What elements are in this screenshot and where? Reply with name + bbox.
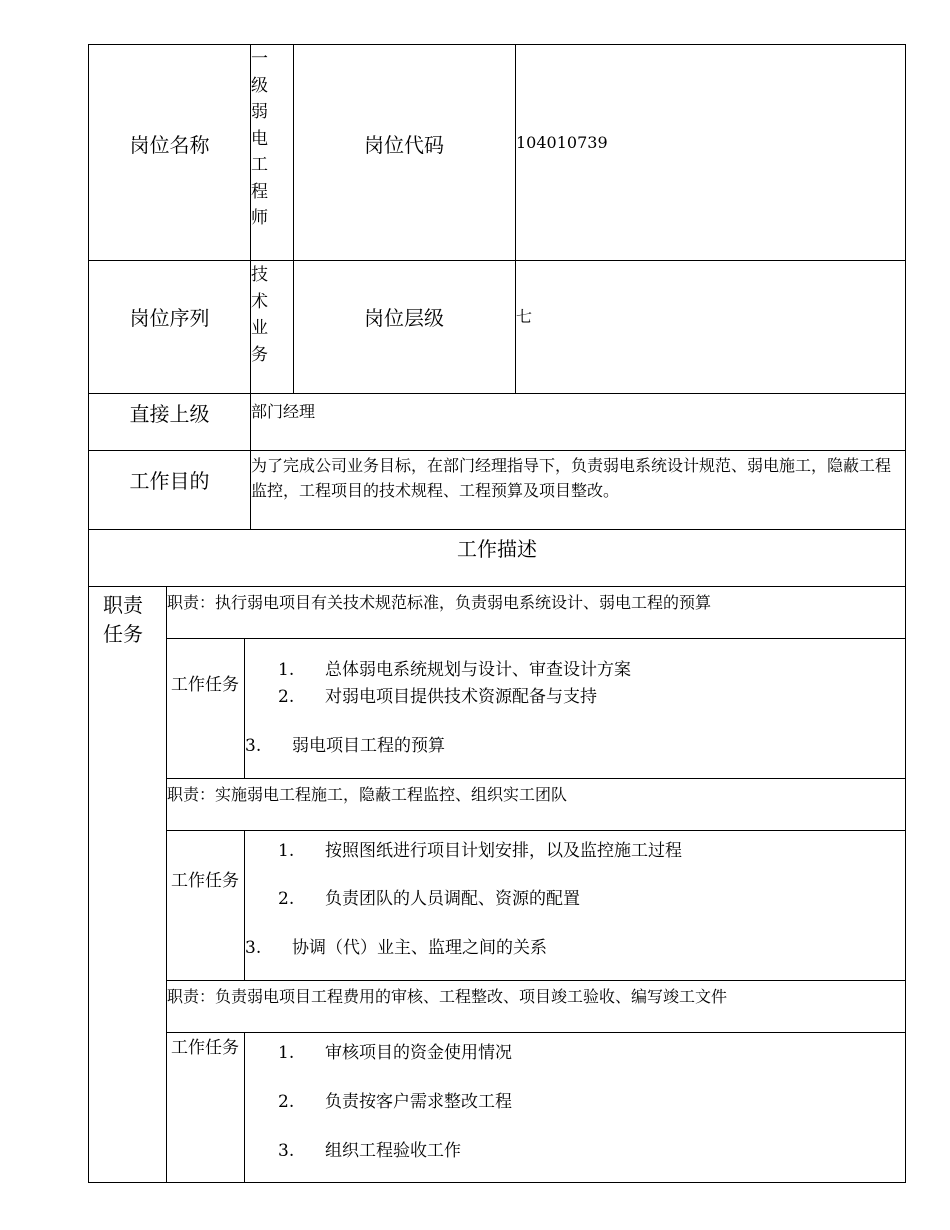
task-item	[278, 682, 597, 707]
task-item	[278, 1038, 512, 1063]
task-text: 审核项目的资金使用情况	[325, 1043, 512, 1063]
task-item	[278, 655, 631, 680]
task-item	[278, 836, 682, 861]
task-number: 2.	[278, 687, 295, 707]
duty-title: 职责：实施弱电工程施工，隐蔽工程监控、组织实工团队	[167, 785, 568, 804]
task-number: 1.	[278, 1043, 295, 1063]
task-item	[278, 1087, 512, 1112]
row-divider	[166, 830, 905, 831]
task-number: 3.	[245, 736, 262, 756]
col-divider	[166, 586, 167, 1182]
task-item	[245, 933, 547, 958]
position-code-label: 岗位代码	[364, 133, 444, 157]
row-divider	[166, 778, 905, 779]
col-divider	[515, 45, 516, 393]
task-item	[278, 884, 580, 909]
task-number: 2.	[278, 889, 295, 909]
row-divider	[166, 1032, 905, 1033]
duty-title: 职责：负责弱电项目工程费用的审核、工程整改、项目竣工验收、编写竣工文件	[167, 987, 728, 1006]
task-text: 总体弱电系统规划与设计、审查设计方案	[325, 660, 631, 680]
purpose-label: 工作目的	[129, 468, 210, 493]
task-number: 3.	[278, 1141, 295, 1161]
superior-value: 部门经理	[251, 402, 316, 421]
description-title: 工作描述	[457, 536, 537, 561]
task-label: 工作任务	[171, 675, 239, 695]
task-text: 负责团队的人员调配、资源的配置	[325, 889, 580, 909]
col-divider	[244, 1032, 245, 1182]
row-divider	[166, 638, 905, 639]
position-series-label: 岗位序列	[129, 306, 210, 330]
row-divider	[89, 586, 905, 587]
task-text: 弱电项目工程的预算	[292, 736, 445, 756]
position-name-label: 岗位名称	[129, 133, 210, 157]
row-divider	[166, 980, 905, 981]
task-text: 对弱电项目提供技术资源配备与支持	[325, 687, 597, 707]
job-description-table	[88, 44, 906, 1183]
task-item	[245, 731, 445, 756]
duty-title: 职责：执行弱电项目有关技术规范标准，负责弱电系统设计、弱电工程的预算	[167, 593, 712, 612]
task-text: 组织工程验收工作	[325, 1141, 461, 1161]
task-text: 协调（代）业主、监理之间的关系	[292, 938, 547, 958]
position-level-label: 岗位层级	[364, 306, 444, 330]
task-text: 负责按客户需求整改工程	[325, 1092, 512, 1112]
task-number: 1.	[278, 841, 295, 861]
task-number: 1.	[278, 660, 295, 680]
task-number: 2.	[278, 1092, 295, 1112]
superior-label: 直接上级	[129, 401, 210, 426]
task-label: 工作任务	[171, 871, 239, 891]
purpose-value: 为了完成公司业务目标，在部门经理指导下，负责弱电系统设计规范、弱电施工，隐蔽工程监控，工程项目的技术规程、工程预算及项目整改。	[251, 456, 892, 500]
duties-label: 职责任务	[103, 593, 143, 646]
position-code-value: 104010739	[516, 133, 608, 152]
position-level-value: 七	[516, 307, 533, 326]
task-number: 3.	[245, 938, 262, 958]
task-text: 按照图纸进行项目计划安排，以及监控施工过程	[325, 841, 682, 861]
col-divider	[244, 638, 245, 778]
position-name-value: 一级弱电工程师	[251, 49, 268, 228]
task-item	[278, 1136, 461, 1161]
position-series-value: 技术业务	[251, 265, 268, 365]
task-label: 工作任务	[171, 1038, 239, 1058]
